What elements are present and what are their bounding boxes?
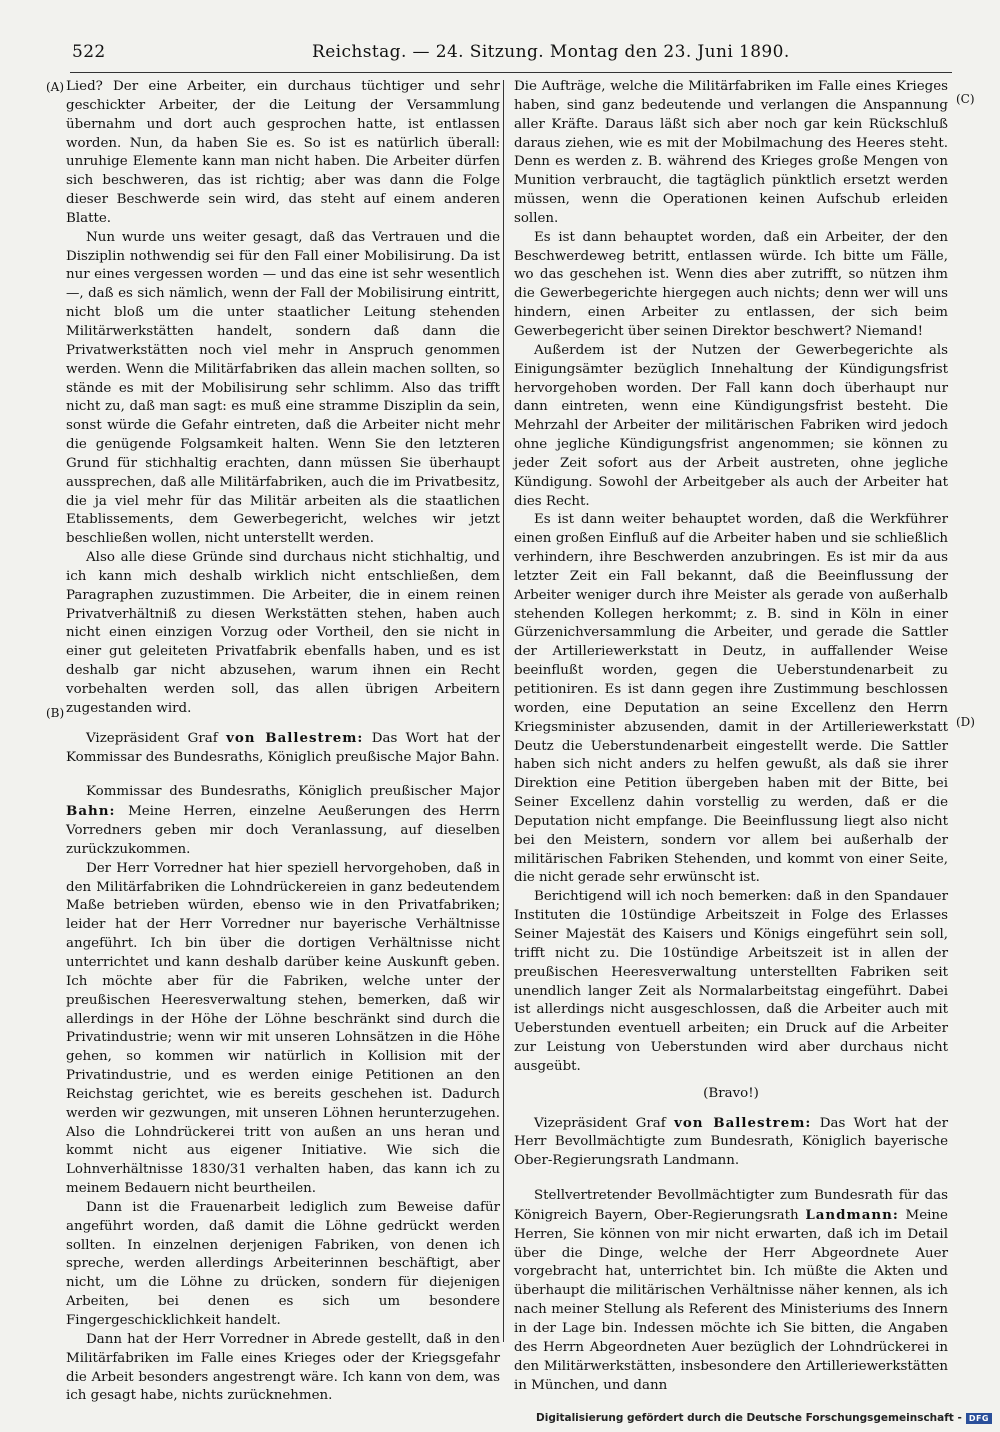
paragraph: Berichtigend will ich noch bemerken: daß in den Spandauer Instituten die 10stündige Arbeitszeit in Folge des Erlasses Seiner Majestät des Kaisers und Königs eingeführt sein soll, trifft nicht zu. Die 10stündige Arbeitszeit ist in allen der preußischen Heeresverwaltung unterstellten Fabriken seit unendlich langer Zeit als Normalarbeitstag eingeführt. Dabei ist allerdings nicht ausgeschlossen, daß die Arbeiter auch mit Ueberstunden eventuell arbeiten; ein Druck auf die Arbeiter zur Leistung von Ueberstunden wird aber durchaus nicht ausgeübt. xyxy=(514,889,948,1074)
page-number: 522 xyxy=(72,42,106,62)
funding-note: Digitalisierung gefördert durch die Deutsche Forschungsgemeinschaft - xyxy=(536,1412,962,1424)
speech-text: Meine Herren, einzelne Aeußerungen des Herrn Vorredners geben mir doch Veranlassung, auf dieselben zurückzukommen. xyxy=(66,804,500,857)
announcement-text: Das Wort hat der Kommissar des Bundesraths, Königlich preußische Major Bahn. xyxy=(66,730,500,765)
paragraph: Außerdem ist der Nutzen der Gewerbegerichte als Einigungsämter bezüglich Innehaltung der Kündigungsfrist hervorgehoben worden. Der Fall kann doch überhaupt nur dann eintreten, wenn eine Kündigungsfrist besteht. Die Mehrzahl der Arbeiter der militärischen Fabriken wird jedoch ohne jegliche Kündigungsfrist angenommen; sie können zu jeder Zeit sofort aus der Arbeit austreten, ohne jegliche Kündigung. Sowohl der Arbeitgeber als auch der Arbeiter hat dies Recht. xyxy=(514,342,948,509)
speech-intro xyxy=(514,1187,948,1395)
speaker-name: von Ballestrem: xyxy=(674,1114,812,1131)
paragraph: Der Herr Vorredner hat hier speziell hervorgehoben, daß in den Militärfabriken die Lohndrückereien in ganz bedeutendem Maße betrieben würden, ebenso wie in den Privatfabriken; leider hat der Herr Vorredner nur bayerische Verhältnisse angeführt. Ich bin über die dortigen Verhältnisse nicht unterrichtet und kann deshalb darüber keine Auskunft geben. Ich möchte aber für die Fabriken, welche unter der preußischen Heeresverwaltung stehen, bemerken, daß wir allerdings in der Höhe der Löhne beschränkt sind durch die Privatindustrie; wenn wir mit unseren Lohnsätzen in die Höhe gehen, so kommen wir natürlich in Kollision mit der Privatindustrie, und es werden einige Petitionen an den Reichstag gerichtet, wie es bereits geschehen ist. Dadurch werden wir gezwungen, mit unseren Löhnen herunterzugehen. Also die Lohndrückerei tritt von außen an uns heran und kommt nicht aus eigener Initiative. Wie sich die Lohnverhältnisse 1830/31 verhalten haben, das kann ich zu meinem Bedauern nicht beurtheilen. xyxy=(66,860,500,1197)
paragraph: Nun wurde uns weiter gesagt, daß das Vertrauen und die Disziplin nothwendig sei für den Fall einer Mobilisirung. Da ist nur eines vergessen worden — und das eine ist sehr wesentlich —, daß es sich nämlich, wenn der Fall der Mobilisirung eintritt, nicht bloß um die unter staatlicher Leitung stehenden Militärwerkstätten handelt, sondern daß dann die Privatwerkstätten noch viel mehr in Anspruch genommen werden. Wenn die Militärfabriken das allein machen sollten, so stände es mit der Mobilisirung sehr schlimm. Also das trifft nicht zu, daß man sagt: es muß eine stramme Disziplin da sein, sonst würde die Gefahr eintreten, daß die Arbeiter nicht mehr die genügende Folgsamkeit halten. Wenn Sie den letzteren Grund für stichhaltig erachten, dann müssen Sie überhaupt aussprechen, daß alle Militärfabriken, auch die im Privatbesitz, die ja viel mehr für das Militär arbeiten als die staatlichen Etablissements, dem Gewerbegericht, welches wir jetzt beschließen wollen, nicht unterstellt werden. xyxy=(66,229,500,547)
digitization-footer xyxy=(536,1412,992,1424)
paragraph: Dann hat der Herr Vorredner in Abrede gestellt, daß in den Militärfabriken im Falle eines Krieges oder der Kriegsgefahr die Arbeit besonders angestrengt wäre. Ich kann von dem, was ich gesagt habe, nichts zurücknehmen. xyxy=(66,1331,500,1404)
running-title: Reichstag. — 24. Sitzung. Montag den 23. Juni 1890. xyxy=(312,42,790,62)
speaker-role: Kommissar des Bundesraths, Königlich preußischer Major xyxy=(86,784,500,800)
paragraph: Dann ist die Frauenarbeit lediglich zum Beweise dafür angeführt worden, daß damit die Löhne gedrückt werden sollten. In einzelnen derjenigen Fabriken, von denen ich spreche, werden allerdings Arbeiterinnen beschäftigt, aber nicht, um die Löhne zu drücken, sondern für diejenigen Arbeiten, bei denen es sich um besondere Fingergeschicklichkeit handelt. xyxy=(66,1199,500,1328)
margin-marker-c: (C) xyxy=(956,92,975,106)
header-rule xyxy=(70,72,952,73)
speaker-name: von Ballestrem: xyxy=(226,729,364,746)
dfg-logo: DFG xyxy=(966,1413,992,1424)
speaker-role: Vizepräsident Graf xyxy=(534,1115,666,1131)
speech-intro xyxy=(66,783,500,859)
page-header xyxy=(72,40,950,66)
column-divider xyxy=(503,80,504,1342)
paragraph: Es ist dann weiter behauptet worden, daß die Werkführer einen großen Einfluß auf die Arbeiter haben und sie schließlich verhindern, ihre Beschwerden anzubringen. Es ist mir da aus letzter Zeit ein Fall bekannt, daß die Beeinflussung der Arbeiter weniger durch ihre Meister als gerade von außerhalb stehenden Kollegen herkommt; z. B. sind in Köln in einer Gürzenichversammlung die Arbeiter, und gerade die Sattler der Artilleriewerkstatt in Deutz, in auffallender Weise beeinflußt worden, gegen die Ueberstundenarbeit zu petitioniren. Es ist dann gegen ihre Zustimmung beschlossen worden, eine Deputation an seine Excellenz den Herrn Kriegsminister abzusenden, damit in der Artilleriewerkstatt Deutz die Ueberstundenarbeit eingestellt werde. Die Sattler haben sich nicht anders zu helfen gewußt, als daß sie ihrer Direktion eine Petition übergeben haben mit der Bitte, bei Seiner Excellenz dahin vorstellig zu werden, daß er die Deputation nicht empfange. Die Beeinflussung liegt also nicht bei den Meistern, sondern vor allem bei außerhalb der militärischen Fabriken Stehenden, und kommt von einer Seite, die nicht gerade sehr erwünscht ist. xyxy=(514,512,948,886)
interjection: (Bravo!) xyxy=(703,1085,759,1101)
margin-marker-b: (B) xyxy=(46,706,65,720)
paragraph: Also alle diese Gründe sind durchaus nicht stichhaltig, und ich kann mich deshalb wirklich nicht entschließen, dem Paragraphen zuzustimmen. Die Arbeiter, die in einem reinen Privatverhältniß zu diesen Werkstätten stehen, haben auch nicht einen einzigen Vorzug oder Vortheil, den sie nicht in einer gut geleiteten Privatfabrik ebenfalls haben, und es ist deshalb gar nicht abzusehen, warum ihnen ein Recht vorbehalten werden soll, das allen übrigen Arbeitern zugestanden wird. xyxy=(66,550,500,716)
paragraph: Lied? Der eine Arbeiter, ein durchaus tüchtiger und sehr geschickter Arbeiter, der die Leitung der Versammlung übernahm und dort auch gesprochen hatte, ist entlassen worden. Nun, da haben Sie es. So ist es natürlich überall: unruhige Elemente kann man nicht haben. Die Arbeiter dürfen sich beschweren, das ist richtig; aber was dann die Folge dieser Beschwerde sein wird, das steht auf einem anderen Blatte. xyxy=(66,79,500,226)
speaker-name: Bahn: xyxy=(66,803,116,820)
paragraph: Die Aufträge, welche die Militärfabriken im Falle eines Krieges haben, sind ganz bedeutende und verlangen die Anspannung aller Kräfte. Daraus läßt sich aber noch gar kein Rückschluß daraus ziehen, wie es mit der Mobilmachung des Heeres steht. Denn es werden z. B. während des Krieges große Mengen von Munition verbraucht, die tagtäglich pünktlich ersetzt werden müssen, wenn die Operationen keinen Aufschub erleiden sollen. xyxy=(514,79,948,226)
margin-marker-a: (A) xyxy=(46,80,65,94)
speaker-role: Stellvertretender Bevollmächtigter zum Bundesrath für das Königreich Bayern, Ober-Regierungsrath xyxy=(514,1188,948,1223)
announcement-text: Das Wort hat der Herr Bevollmächtigte zum Bundesrath, Königlich bayerische Ober-Regierungsrath Landmann. xyxy=(514,1115,948,1169)
chair-announcement xyxy=(66,729,500,768)
left-column xyxy=(66,78,500,1404)
paragraph: Es ist dann behauptet worden, daß ein Arbeiter, der den Beschwerdeweg betritt, entlassen würde. Ich bitte um Fälle, wo das geschehen ist. Wenn dies aber zutrifft, so nützen ihm die Gewerbegerichte hiergegen auch nichts; denn wer will uns hindern, einen Arbeiter zu entlassen, der sich beim Gewerbegericht über seinen Direktor beschwert? Niemand! xyxy=(514,229,948,339)
chair-announcement xyxy=(514,1114,948,1172)
speaker-role: Vizepräsident Graf xyxy=(86,730,218,746)
speaker-name: Landmann: xyxy=(805,1206,899,1223)
margin-marker-d: (D) xyxy=(956,715,975,729)
speech-text: Meine Herren, Sie können von mir nicht erwarten, daß ich im Detail über die Dinge, welche der Herr Abgeordnete Auer vorgebracht hat, unterrichtet bin. Ich müßte die Akten und überhaupt die militärischen Verhältnisse näher kennen, als ich nach meiner Stellung als Referent des Ministeriums des Innern in der Lage bin. Indessen möchte ich Sie bitten, die Angaben des Herrn Abgeordneten Auer bezüglich der Lohndrückerei in den Militärwerkstätten, insbesondere den Artilleriewerkstätten in München, und dann xyxy=(514,1207,948,1393)
right-column xyxy=(514,78,948,1393)
